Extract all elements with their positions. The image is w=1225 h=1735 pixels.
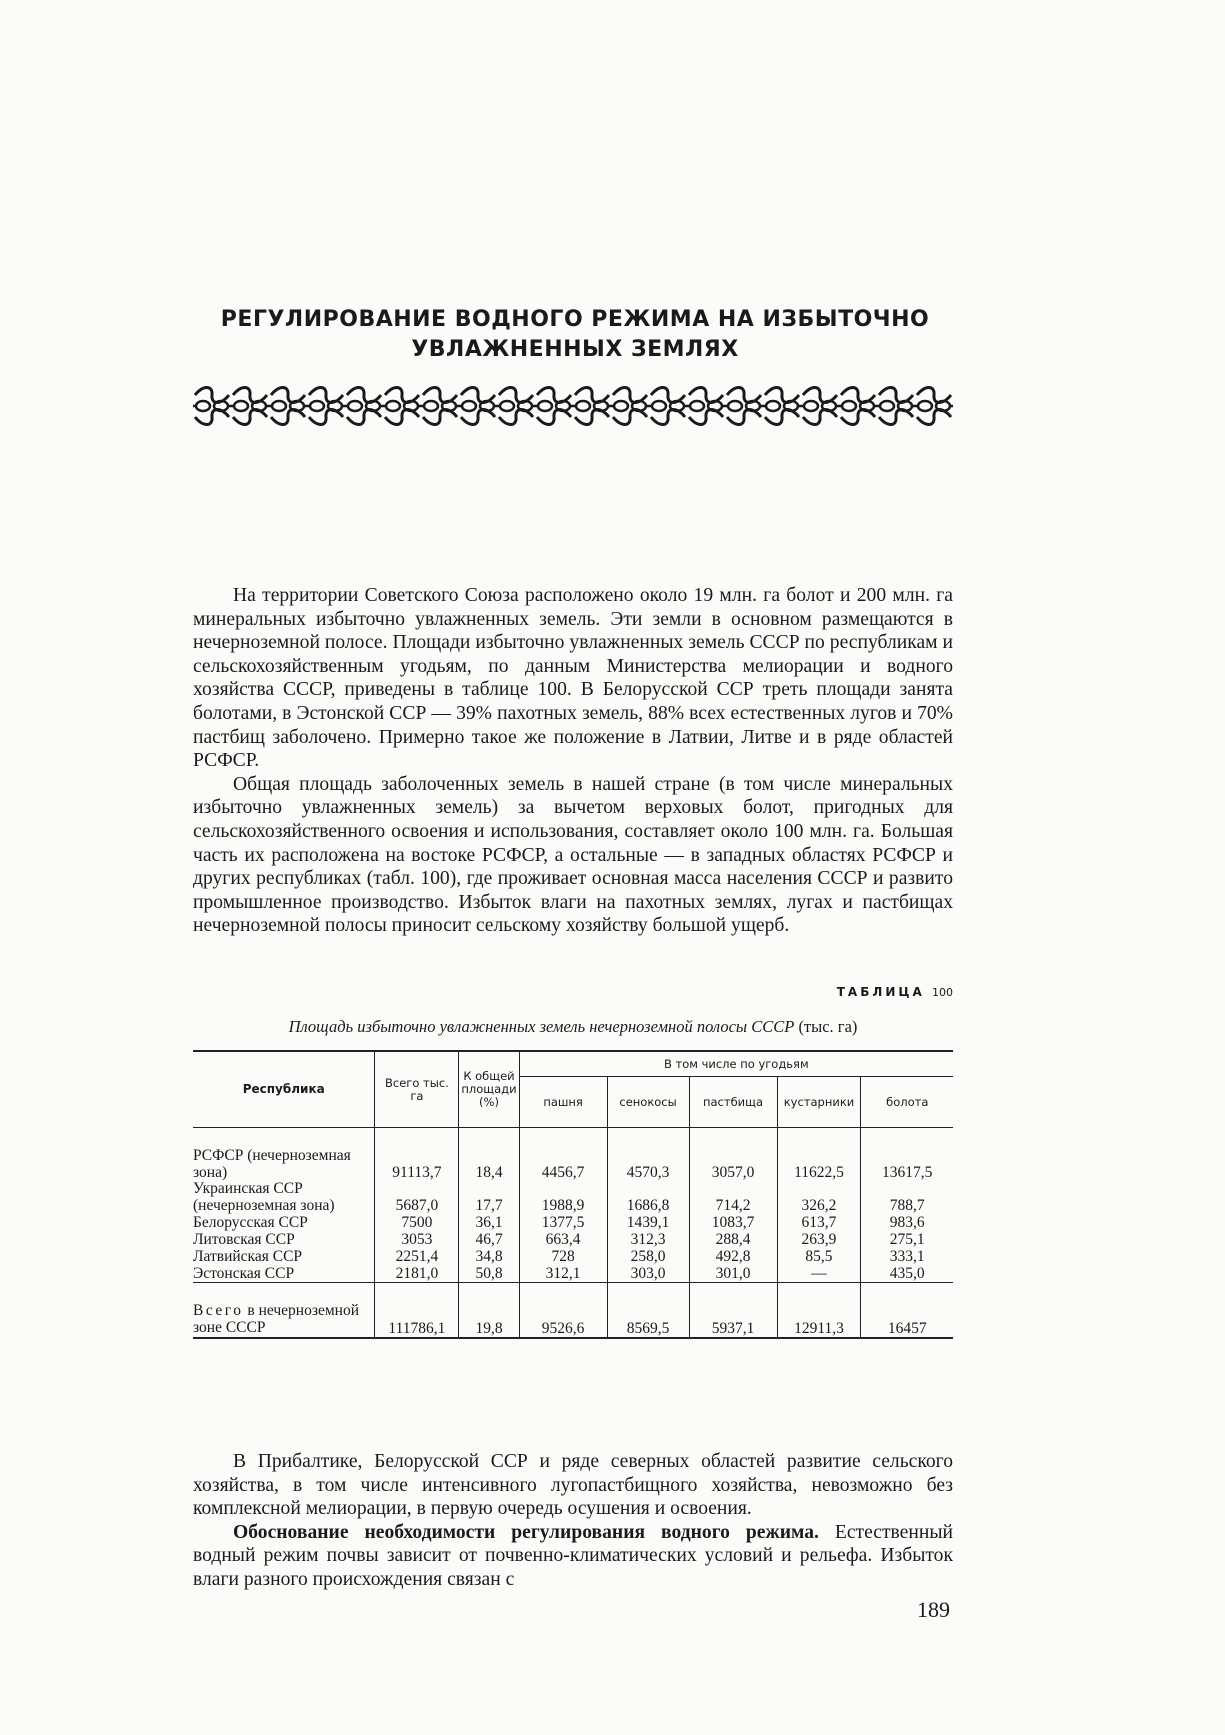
row-name: Украинская ССР (нечерноземная зона) [193, 1180, 335, 1214]
header-total: Всего тыс. га [375, 1051, 459, 1128]
table-row [193, 1265, 953, 1283]
paragraph-4 [193, 1521, 953, 1592]
table-label-word: ТАБЛИЦА [836, 985, 925, 999]
total-cell-bogs: 16457 [861, 1303, 953, 1337]
table-row [193, 1231, 953, 1248]
cell-pastures: 492,8 [689, 1248, 777, 1265]
chapter-title-line-2: УВЛАЖНЕННЫХ ЗЕМЛЯХ [411, 337, 739, 362]
cell-shrubs: 85,5 [777, 1248, 861, 1265]
chapter-title [200, 305, 950, 365]
cell-pastures: 288,4 [689, 1231, 777, 1248]
cell-bogs: 983,6 [861, 1214, 953, 1231]
cell-share: 50,8 [459, 1265, 519, 1283]
header-group: В том числе по угодьям [519, 1051, 953, 1077]
row-name: Литовская ССР [193, 1230, 295, 1248]
header-republic: Республика [193, 1051, 375, 1128]
cell-hayfields: 1439,1 [607, 1214, 689, 1231]
cell-hayfields: 258,0 [607, 1248, 689, 1265]
total-row-label-rest: в нечерноземной зоне СССР [193, 1302, 359, 1336]
table-number: 100 [932, 986, 953, 999]
cell-share: 34,8 [459, 1248, 519, 1265]
total-cell-hayfields: 8569,5 [607, 1303, 689, 1337]
cell-arable: 312,1 [519, 1265, 607, 1283]
row-name: РСФСР (нечерноземная зона) [193, 1147, 351, 1181]
total-cell-total: 111786,1 [375, 1303, 459, 1337]
cell-pastures: 714,2 [689, 1181, 777, 1214]
cell-hayfields: 4570,3 [607, 1148, 689, 1181]
cell-bogs: 13617,5 [861, 1148, 953, 1181]
table-total-row [193, 1303, 953, 1337]
wetland-area-table [193, 1050, 953, 1339]
cell-total: 3053 [375, 1231, 459, 1248]
row-name: Эстонская ССР [193, 1264, 295, 1282]
cell-total: 91113,7 [375, 1148, 459, 1181]
total-cell-pastures: 5937,1 [689, 1303, 777, 1337]
paragraph-3: В Прибалтике, Белорусской ССР и ряде северных областей развитие сельского хозяйства, в том числе интенсивного лугопастбищного хозяйства, невозможно без комплексной мелиорации, в первую очередь осушения и освоения. [193, 1451, 953, 1520]
paragraph-1: На территории Советского Союза расположено около 19 млн. га болот и 200 млн. га минеральных избыточно увлажненных земель. Эти земли в основном размещаются в нечерноземной полосе. Площади избыточно увлажненных земель СССР по республикам и сельскохозяйственным угодьям, по данным Министерства мелиорации и водного хозяйства СССР, приведены в таблице 100. В Белорусской ССР треть площади занята болотами, в Эстонской ССР — 39% пахотных земель, 88% всех естественных лугов и 70% пастбищ заболочено. Примерно такое же положение в Латвии, Литве и в ряде областей РСФСР. [193, 585, 953, 772]
cell-bogs: 275,1 [861, 1231, 953, 1248]
cell-pastures: 3057,0 [689, 1148, 777, 1181]
table-caption-unit: (тыс. га) [798, 1017, 858, 1036]
paragraph-2: Общая площадь заболоченных земель в нашей стране (в том числе минеральных избыточно увлажненных земель) за вычетом верховых болот, пригодных для сельскохозяйственного освоения и использования, составляет около 100 млн. га. Большая часть их расположена на востоке РСФСР, а остальные — в западных областях РСФСР и других республиках (табл. 100), где проживает основная масса населения СССР и развито промышленное производство. Избыток влаги на пахотных землях, лугах и пастбищах нечерноземной полосы приносит сельскому хозяйству большой ущерб. [193, 773, 953, 937]
cell-share: 46,7 [459, 1231, 519, 1248]
cell-shrubs: 11622,5 [777, 1148, 861, 1181]
total-cell-shrubs: 12911,3 [777, 1303, 861, 1337]
total-cell-share: 19,8 [459, 1303, 519, 1337]
cell-hayfields: 303,0 [607, 1265, 689, 1283]
table-label [837, 985, 953, 999]
header-arable: пашня [519, 1077, 607, 1128]
cell-arable: 728 [519, 1248, 607, 1265]
decorative-ornament-band [193, 385, 953, 427]
cell-arable: 1377,5 [519, 1214, 607, 1231]
cell-total: 2251,4 [375, 1248, 459, 1265]
header-pastures: пастбища [689, 1077, 777, 1128]
table-row [193, 1214, 953, 1231]
cell-total: 5687,0 [375, 1181, 459, 1214]
cell-total: 7500 [375, 1214, 459, 1231]
cell-pastures: 1083,7 [689, 1214, 777, 1231]
row-name: Белорусская ССР [193, 1213, 308, 1231]
table-row [193, 1148, 953, 1181]
cell-pastures: 301,0 [689, 1265, 777, 1283]
cell-shrubs: 263,9 [777, 1231, 861, 1248]
row-name: Латвийская ССР [193, 1247, 303, 1265]
cell-shrubs: — [777, 1265, 861, 1283]
table-caption [193, 1017, 953, 1037]
header-bogs: болота [861, 1077, 953, 1128]
cell-share: 17,7 [459, 1181, 519, 1214]
cell-arable: 663,4 [519, 1231, 607, 1248]
cell-share: 18,4 [459, 1148, 519, 1181]
cell-total: 2181,0 [375, 1265, 459, 1283]
cell-shrubs: 613,7 [777, 1214, 861, 1231]
paragraph-4-text: Естественный водный режим почвы зависит от почвенно-климатических условий и рельефа. Избыток влаги разного происхождения связан с [193, 1521, 953, 1590]
cell-share: 36,1 [459, 1214, 519, 1231]
header-hayfields: сенокосы [607, 1077, 689, 1128]
cell-shrubs: 326,2 [777, 1181, 861, 1214]
chapter-title-line-1: РЕГУЛИРОВАНИЕ ВОДНОГО РЕЖИМА НА ИЗБЫТОЧНО [220, 307, 930, 332]
page-number: 189 [917, 1597, 950, 1622]
intro-text [193, 584, 953, 938]
header-share: К общей площади (%) [459, 1051, 519, 1128]
cell-hayfields: 1686,8 [607, 1181, 689, 1214]
cell-hayfields: 312,3 [607, 1231, 689, 1248]
closing-text [193, 1450, 953, 1592]
table-row [193, 1181, 953, 1214]
header-shrubs: кустарники [777, 1077, 861, 1128]
cell-bogs: 333,1 [861, 1248, 953, 1265]
section-heading-inline: Обоснование необходимости регулирования водного режима. [233, 1521, 819, 1543]
cell-bogs: 788,7 [861, 1181, 953, 1214]
cell-arable: 4456,7 [519, 1148, 607, 1181]
total-row-label: Всего [193, 1302, 244, 1320]
total-row-name [193, 1303, 375, 1337]
table-caption-text: Площадь избыточно увлажненных земель нечерноземной полосы СССР [288, 1017, 795, 1036]
cell-arable: 1988,9 [519, 1181, 607, 1214]
total-cell-arable: 9526,6 [519, 1303, 607, 1337]
table-row [193, 1248, 953, 1265]
cell-bogs: 435,0 [861, 1265, 953, 1283]
